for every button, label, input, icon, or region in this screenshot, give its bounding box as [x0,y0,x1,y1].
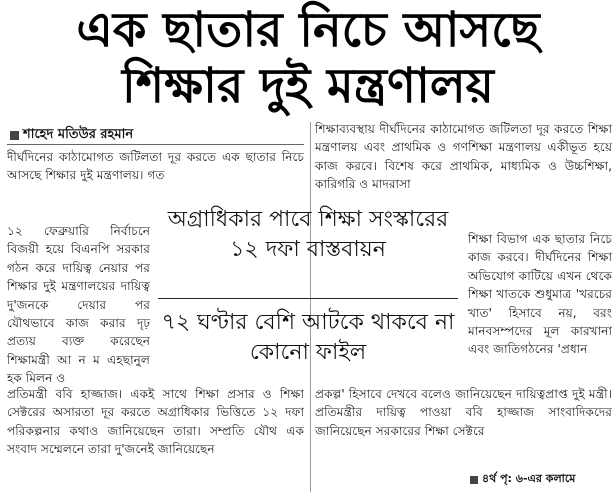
pull-quote-rule [158,298,458,299]
byline [10,125,133,146]
left-column-top [7,148,304,185]
byline-rule [7,144,304,145]
byline-author: শাহেদ মতিউর রহমান [23,127,134,142]
headline-line-2: শিক্ষার দুই মন্ত্রণালয় [122,58,494,114]
column-divider [310,122,311,492]
continuation-text: ৪র্থ পৃ: ৬-এর কলামে [482,472,576,485]
right-column-bottom-text: প্রকল্প' হিসাবে দেখবে বলেও জানিয়েছেন দায়িত্বপ্রাপ্ত দুই মন্ত্রী। প্রতিমন্ত্রীর দায়িত্ব পাওয়া ববি হাজ্জাজ সাংবাদিকদের জানিয়েছেন সরকারের শিক্ষা সেক্টরে [315,387,612,438]
pull-quote-first: অগ্রাধিকার পাবে শিক্ষা সংস্কারের ১২ দফা বাস্তবায়ন [167,207,449,262]
pull-quote-second: ৭২ ঘণ্টার বেশি আটকে থাকবে না কোনো ফাইল [161,310,455,365]
left-column-narrow [7,222,150,388]
square-bullet-icon [470,476,478,484]
right-column-narrow [468,230,612,359]
left-column-bottom [7,385,304,459]
right-column-narrow-text: শিক্ষা বিভাগ এক ছাতার নিচে কাজ করবে। দীর্ঘদিনের শিক্ষা অভিযোগ কাটিয়ে এখন থেকে শিক্ষা খাতকে শুধুমাত্র 'খরচের খাত' হিসাবে নয়, বরং মানবসম্পদের মূল কারখানা এবং জাতিগঠনের 'প্রধান [468,232,612,357]
square-bullet-icon [10,131,19,140]
headline-line-1: এক ছাতার নিচে আসছে [76,2,540,58]
left-column-narrow-text: ১২ ফেব্রুয়ারি নির্বাচনে বিজয়ী হয়ে বিএনপি সরকার গঠন করে দায়িত্ব নেয়ার পর শিক্ষার দুই মন্ত্রণালয়ের দায়িত্ব দু'জনকে দেয়ার পর যৌথভাবে কাজ করার দৃঢ় প্রত্যয় ব্যক্ত করেছেন শিক্ষামন্ত্রী আ ন ম এহছানুল হক মিলন ও [7,224,150,386]
left-column-top-text: দীর্ঘদিনের কাঠামোগত জটিলতা দূর করতে এক ছাতার নিচে আসছে শিক্ষার দুই মন্ত্রণালয়। গত [7,150,304,183]
left-column-bottom-text: প্রতিমন্ত্রী ববি হাজ্জাজ। একই সাথে শিক্ষা প্রসার ও শিক্ষা সেক্টরের অসারতা দূর করতে অগ্রাধিকার ভিত্তিতে ১২ দফা পরিকল্পনার কথাও জানিয়েছেন তারা। সম্প্রতি যৌথ এক সংবাদ সম্মেলনে তারা দু'জনেই জানিয়েছেন [7,387,304,457]
right-column-bottom [315,385,612,440]
right-column-top-text: শিক্ষাব্যবস্থায় দীর্ঘদিনের কাঠামোগত জটিলতা দূর করতে শিক্ষা মন্ত্রণালয় এবং প্রাথমিক ও গণশিক্ষা মন্ত্রণালয় একীভূত হয়ে কাজ করবে। বিশেষ করে প্রাথমিক, মাধ্যমিক ও উচ্চশিক্ষা, কারিগরি ও মাদরাসা [315,122,612,192]
continuation-note [470,470,575,489]
right-column-top [315,120,612,194]
